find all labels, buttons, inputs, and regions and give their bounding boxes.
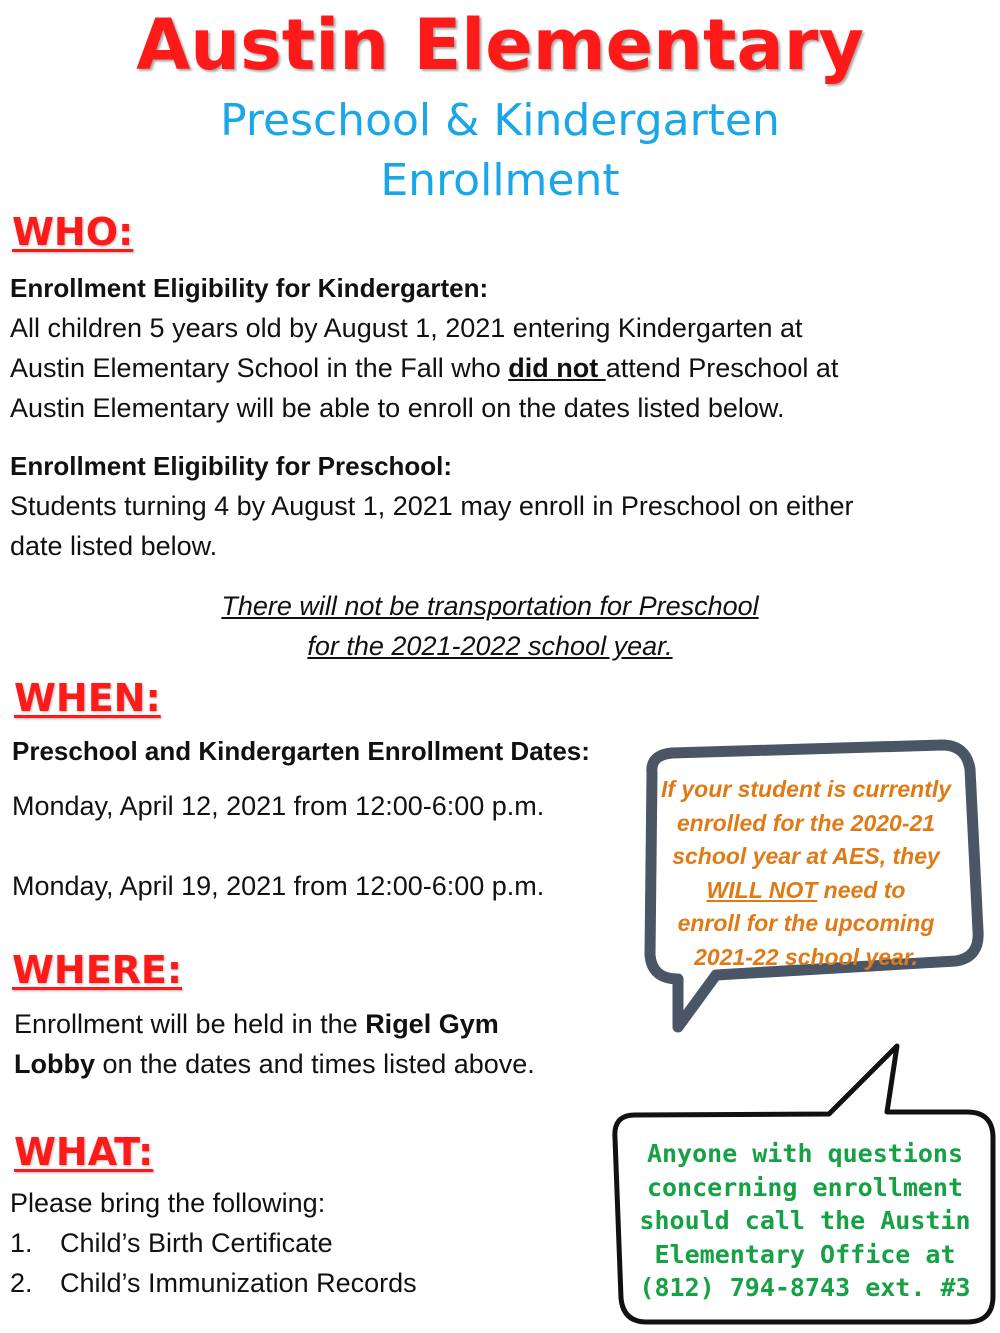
callout-current-line5: enroll for the upcoming <box>677 910 935 936</box>
what-heading: WHAT: <box>14 1130 154 1174</box>
callout-questions-line3: should call the Austin <box>639 1206 971 1235</box>
list-item-number: 1. <box>10 1228 33 1258</box>
kindergarten-eligibility-label: Enrollment Eligibility for Kindergarten: <box>10 273 489 303</box>
preschool-eligibility-line2: date listed below. <box>10 531 218 561</box>
kindergarten-line2-text-c: attend Preschool at <box>605 353 839 383</box>
callout-current-line3: school year at AES, they <box>672 843 940 869</box>
who-heading: WHO: <box>12 210 134 254</box>
preschool-eligibility-line1: Students turning 4 by August 1, 2021 may enroll in Preschool on either <box>10 491 854 521</box>
required-documents-list <box>10 1223 417 1303</box>
list-item <box>10 1223 417 1263</box>
list-item-text: Child’s Immunization Records <box>60 1268 417 1298</box>
where-line1-text: Enrollment will be held in the <box>14 1009 366 1039</box>
list-item-number: 2. <box>10 1268 33 1298</box>
where-location-a: Rigel Gym <box>365 1009 499 1039</box>
did-not-emphasis: did not <box>508 353 606 383</box>
callout-current-line1: If your student is currently <box>660 776 952 802</box>
when-heading: WHEN: <box>14 676 161 720</box>
kindergarten-eligibility-line1: All children 5 years old by August 1, 2021 entering Kindergarten at <box>10 313 803 343</box>
enrollment-dates-label: Preschool and Kindergarten Enrollment Dates: <box>12 736 590 766</box>
callout-questions <box>620 1137 990 1305</box>
where-line2 <box>14 1044 535 1084</box>
enrollment-date-1: Monday, April 12, 2021 from 12:00-6:00 p.m. <box>12 791 545 821</box>
list-item <box>10 1263 417 1303</box>
callout-questions-line2: concerning enrollment <box>646 1172 964 1202</box>
page-subtitle-line2: Enrollment <box>380 155 620 206</box>
where-location-b: Lobby <box>14 1049 95 1079</box>
callout-current-students <box>646 773 966 974</box>
what-intro: Please bring the following: <box>10 1188 326 1218</box>
where-line1 <box>14 1004 499 1044</box>
preschool-eligibility-label: Enrollment Eligibility for Preschool: <box>10 451 453 481</box>
transportation-note-line1: There will not be transportation for Preschool <box>221 591 759 621</box>
where-line2-text: on the dates and times listed above. <box>95 1049 535 1079</box>
list-item-text: Child’s Birth Certificate <box>60 1228 333 1258</box>
kindergarten-eligibility-line2 <box>10 348 838 388</box>
callout-questions-line1: Anyone with questions <box>646 1139 964 1168</box>
where-heading: WHERE: <box>12 948 183 992</box>
callout-current-line4-rest: need to <box>817 876 906 903</box>
transportation-note-line2: for the 2021-2022 school year. <box>307 631 673 661</box>
office-phone-number: (812) 794-8743 ext. #3 <box>639 1273 971 1302</box>
kindergarten-line2-text-a: Austin Elementary School in the Fall who <box>10 353 509 383</box>
page-title: Austin Elementary <box>136 4 864 86</box>
callout-current-line6: 2021-22 school year. <box>694 943 918 970</box>
kindergarten-eligibility-line3: Austin Elementary will be able to enroll on the dates listed below. <box>10 393 785 423</box>
page-subtitle-line1: Preschool & Kindergarten <box>220 95 780 146</box>
callout-questions-line4: Elementary Office at <box>654 1239 956 1269</box>
enrollment-date-2: Monday, April 19, 2021 from 12:00-6:00 p.m. <box>12 871 545 901</box>
callout-current-line4 <box>646 874 966 908</box>
callout-current-line2: enrolled for the 2020-21 <box>676 809 936 836</box>
will-not-emphasis: WILL NOT <box>706 876 818 903</box>
